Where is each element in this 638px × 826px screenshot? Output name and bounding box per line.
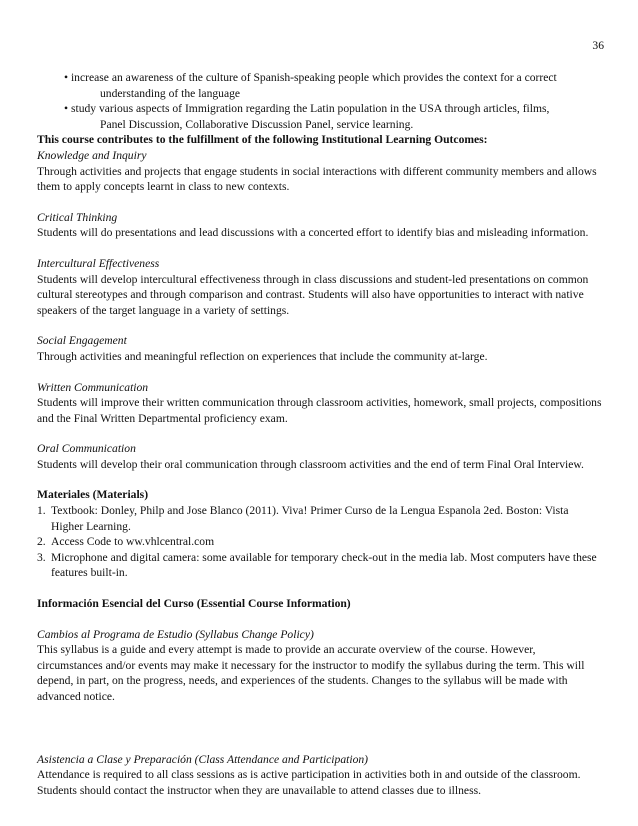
outcome-title: Social Engagement [37,334,127,348]
page-number: 36 [592,39,604,52]
list-item [37,503,603,534]
item-number: 2. [37,535,46,549]
syllabus-policy-text: This syllabus is a guide and every attempt is made to provide an accurate overview of the course. However, circumstances and/or events may make it necessary for the instructor to modify the syllabus during the term. This will depend, in part, on the progress, needs, and experiences of the students. Changes to the syllabus will be made with advanced notice. [37,643,585,703]
item-text: Access Code to ww.vhlcentral.com [51,535,215,549]
outcome-text: Through activities and projects that engage students in social interactions with different community members and allows them to apply concepts learnt in class to new contexts. [37,164,597,194]
essential-info-heading: Información Esencial del Curso (Essential Course Information) [37,597,351,611]
item-number: 1. [37,504,46,518]
page-content [37,70,603,798]
outcome-text: Students will do presentations and lead discussions with a concerted effort to identify bias and misleading information. [37,226,589,240]
outcome-text: Through activities and meaningful reflection on experiences that include the community at-large. [37,349,488,363]
outcome-text: Students will improve their written communication through classroom activities, homework, small projects, compositions and the Final Written Departmental proficiency exam. [37,396,602,425]
attendance-title: Asistencia a Clase y Preparación (Class Attendance and Participation) [37,752,369,766]
syllabus-policy-title: Cambios al Programa de Estudio (Syllabus Change Policy) [37,627,314,641]
bullet-continuation: understanding of the language [100,86,241,100]
outcome-text: Students will develop intercultural effectiveness through in class discussions and student-led presentations on common cultural stereotypes and through comparison and contrast. Students will also have opportunities to interact with native speakers of the target language in a variety of settings. [37,272,589,317]
ilo-heading: This course contributes to the fulfillment of the following Institutional Learning Outcomes: [37,133,488,147]
outcome-title: Oral Communication [37,442,136,456]
bullet-line: • study various aspects of Immigration regarding the Latin population in the USA through articles, films, [64,102,550,116]
bullet-line: • increase an awareness of the culture of Spanish-speaking people which provides the context for a correct [64,71,557,84]
item-text: Textbook: Donley, Philp and Jose Blanco (2011). Viva! Primer Curso de la Lengua Espanola 2ed. Boston: Vista Higher Learning. [51,504,569,533]
objectives-list [64,70,603,132]
item-text: Microphone and digital camera: some available for temporary check-out in the media lab. Most computers have these features built-in. [51,550,597,580]
bullet-continuation: Panel Discussion, Collaborative Discussion Panel, service learning. [100,117,414,131]
list-item [37,534,603,550]
list-item [64,101,603,132]
outcome-text: Students will develop their oral communication through classroom activities and the end of term Final Oral Interview. [37,457,584,471]
materials-heading: Materiales (Materials) [37,488,149,502]
outcome-title: Intercultural Effectiveness [37,256,160,270]
outcome-title: Knowledge and Inquiry [37,148,147,162]
attendance-text: Attendance is required to all class sessions as is active participation in activities both in and outside of the classroom. Students should contact the instructor when they are unavailable to attend classes due to illness. [37,768,581,797]
list-item [37,550,603,581]
item-number: 3. [37,550,46,564]
outcome-title: Written Communication [37,380,149,394]
outcome-title: Critical Thinking [37,210,118,224]
list-item [64,70,603,101]
